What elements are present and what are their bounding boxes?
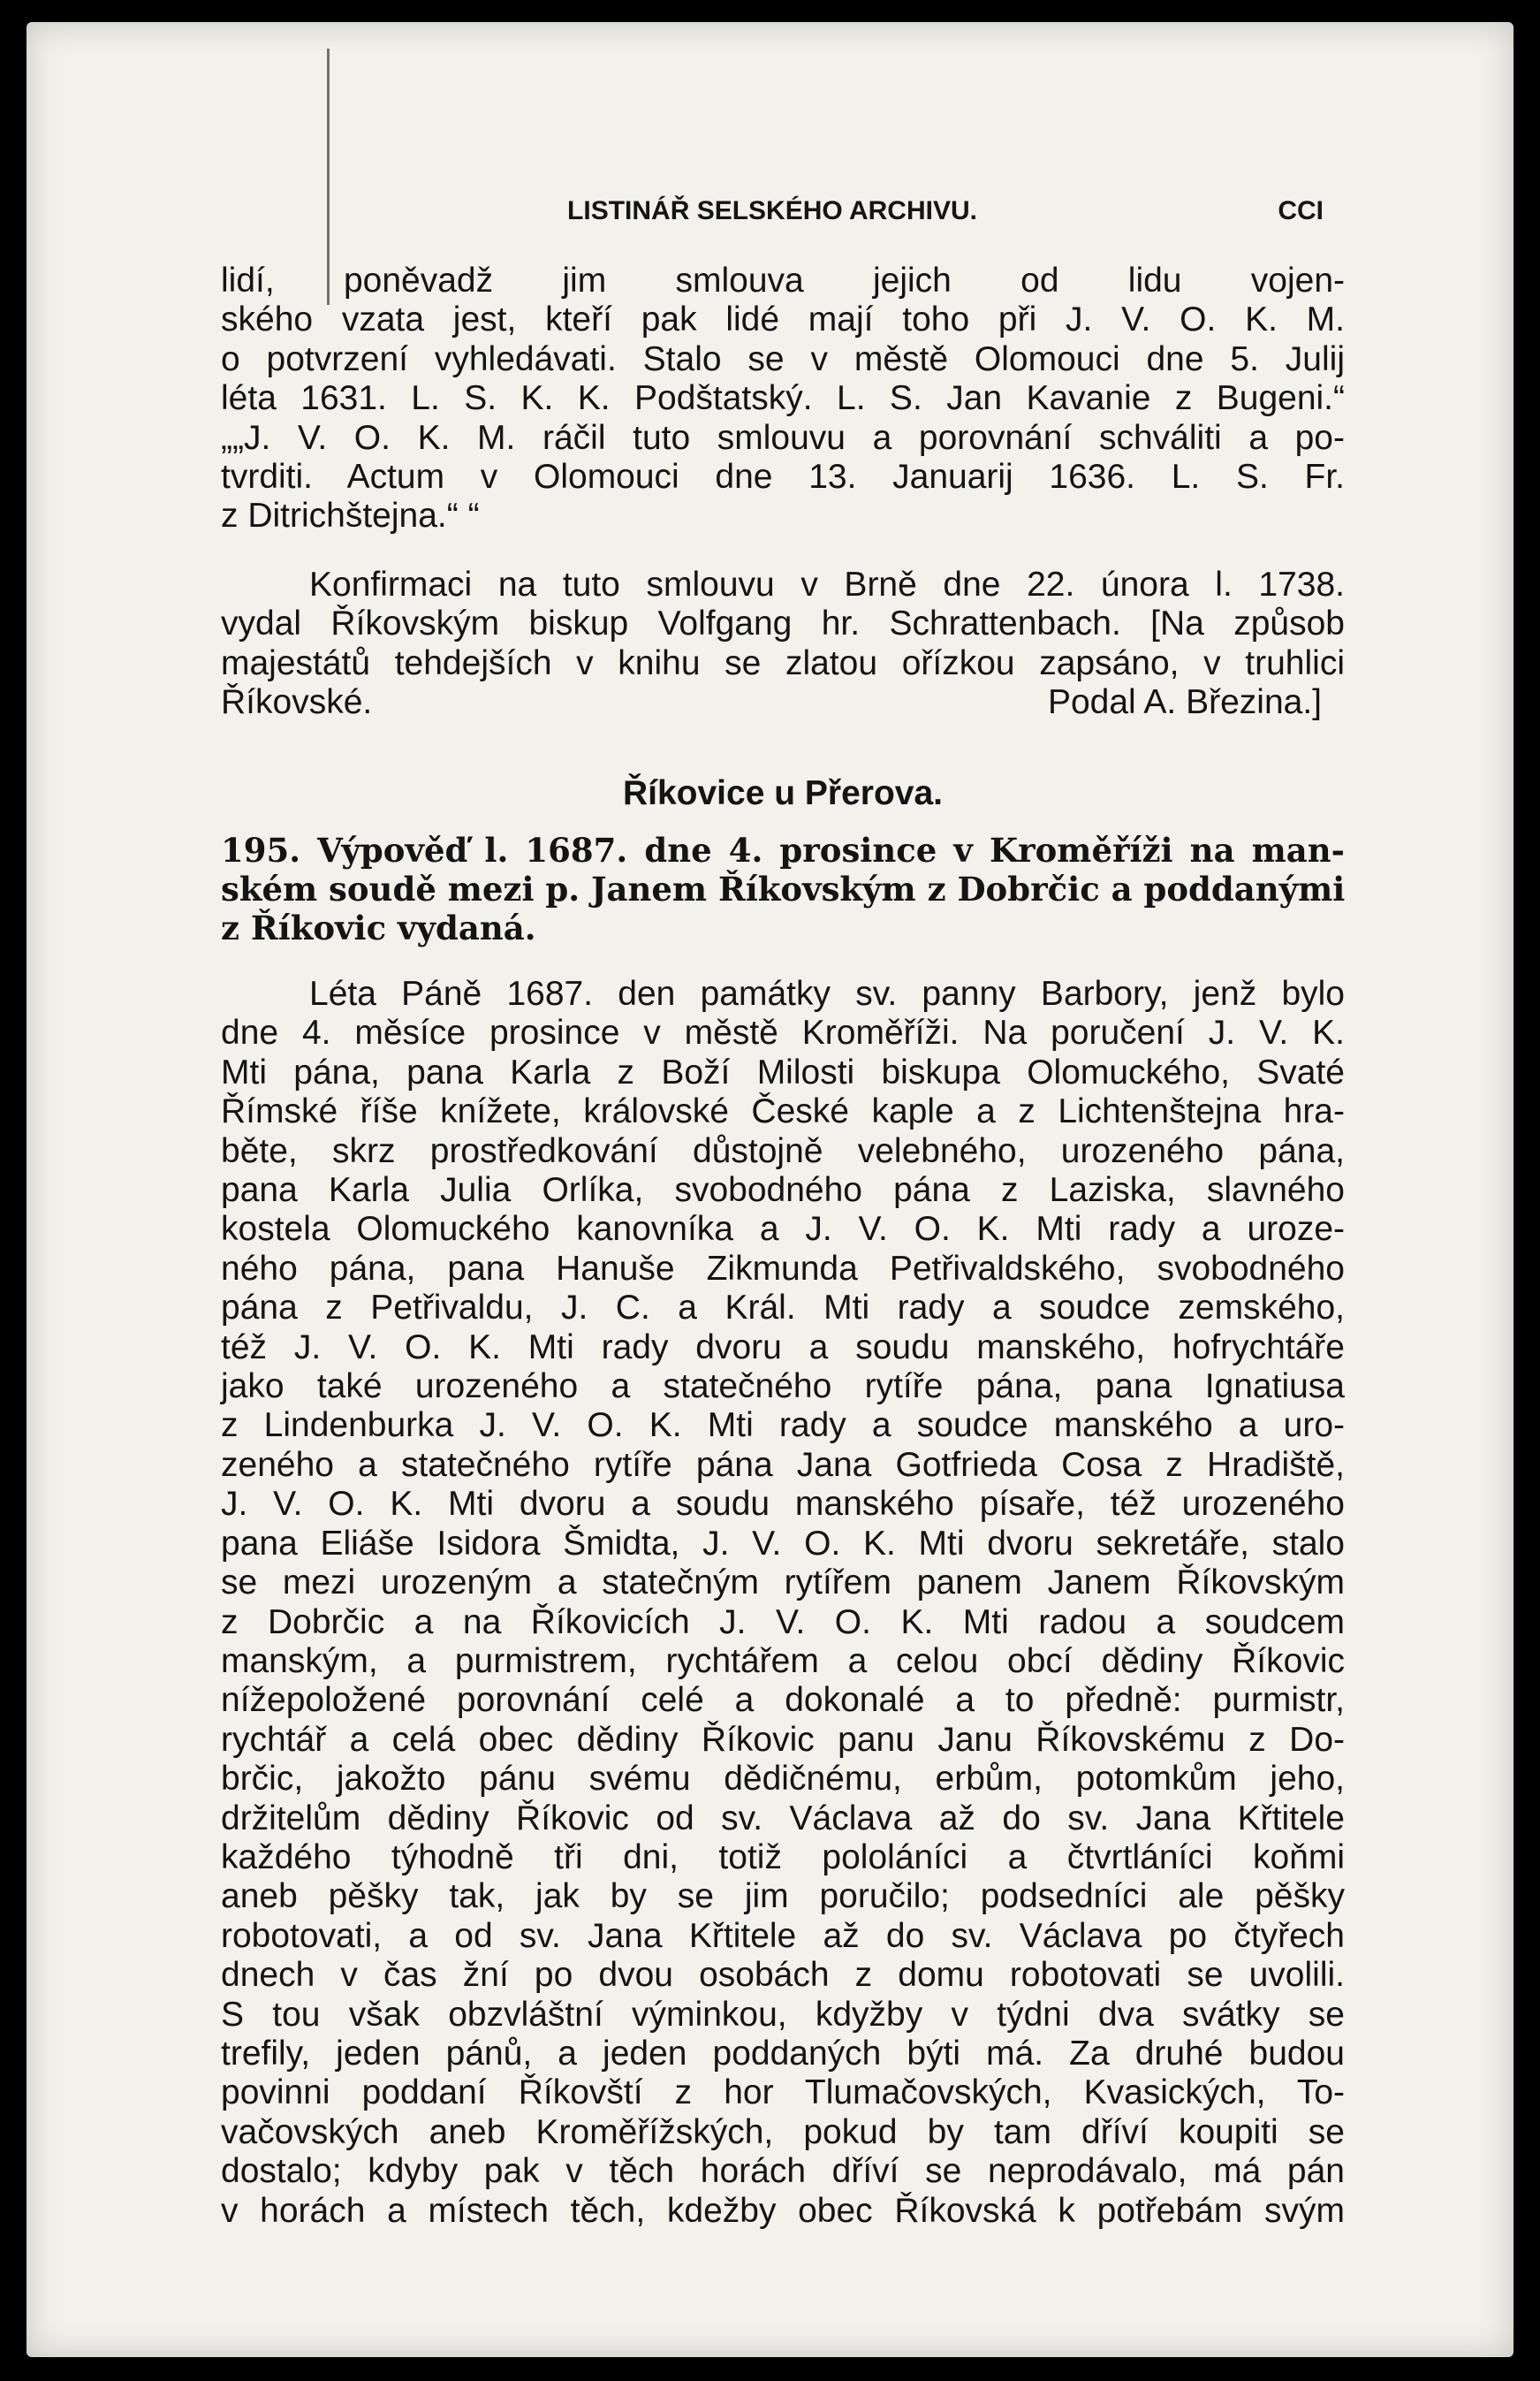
text-line: pána z Petřivaldu, J. C. a Král. Mti rady a soudce zemského, — [221, 1289, 1345, 1327]
title-line: ském soudě mezi p. Janem Říkovským z Dobrčic a poddanými — [221, 870, 1346, 909]
text-line: z Dobrčic a na Říkovicích J. V. O. K. Mti radou a soudcem — [221, 1602, 1345, 1641]
text-line: z Lindenburka J. V. O. K. Mti rady a soudce manského a uro- — [221, 1406, 1345, 1445]
text-line: Římské říše knížete, královské České kaple a z Lichtenštejna hra- — [221, 1092, 1345, 1131]
text-line: v horách a místech těch, kdežby obec Říkovská k potřebám svým — [221, 2191, 1345, 2230]
text-line: Konfirmaci na tuto smlouvu v Brně dne 22. února l. 1738. — [309, 566, 1345, 604]
text-line: dne 4. měsíce prosince v městě Kroměříži. Na poručení J. V. K. — [221, 1014, 1345, 1053]
text-line: lidí, poněvadž jim smlouva jejich od lidu vojen- — [221, 262, 1345, 300]
text-line: léta 1631. L. S. K. K. Podštatský. L. S. Jan Kavanie z Bugeni.“ — [221, 379, 1345, 418]
document-title — [221, 831, 1345, 947]
text-line: dnech v čas žní po dvou osobách z domu robotovati se uvolili. — [221, 1956, 1345, 1995]
text-line: se mezi urozeným a statečným rytířem panem Janem Říkovským — [221, 1563, 1345, 1602]
title-line: z Říkovic vydaná. — [221, 909, 536, 947]
text-fragment: Říkovské. — [221, 683, 373, 722]
text-line: aneb pěšky tak, jak by se jim poručilo; podsedníci ale pěšky — [221, 1877, 1345, 1916]
text-line: S tou však obzvláštní výminkou, kdyžby v týdni dva svátky se — [221, 1995, 1345, 2034]
document-body — [221, 975, 1345, 2231]
text-line: Léta Páně 1687. den památky sv. panny Barbory, jenž bylo — [309, 975, 1345, 1013]
text-line: z Ditrichštejna.“ “ — [221, 497, 480, 536]
text-line: J. V. O. K. Mti dvoru a soudu manského písaře, též urozeného — [221, 1485, 1345, 1524]
running-title: LISTINÁŘ SELSKÉHO ARCHIVU. — [567, 196, 977, 225]
page-number: CCI — [1278, 196, 1324, 225]
text-line: držitelům dědiny Říkovic od sv. Václava až do sv. Jana Křtitele — [221, 1799, 1345, 1837]
text-line: též J. V. O. K. Mti rady dvoru a soudu manského, hofrychtáře — [221, 1327, 1345, 1366]
text-line: běte, skrz prostředkování důstojně velebného, urozeného pána, — [221, 1131, 1345, 1170]
section-heading: Říkovice u Přerova. — [622, 774, 943, 812]
text-line: „„J. V. O. K. M. ráčil tuto smlouvu a porovnání schváliti a po- — [221, 418, 1345, 457]
text-line: brčic, jakožto pánu svému dědičnému, erbům, potomkům jeho, — [221, 1760, 1345, 1799]
text-line: jako také urozeného a statečného rytíře pána, pana Ignatiusa — [221, 1367, 1345, 1406]
text-line: ského vzata jest, kteří pak lidé mají toho při J. V. O. K. M. — [221, 300, 1345, 339]
text-line: pana Karla Julia Orlíka, svobodného pána z Laziska, slavného — [221, 1171, 1345, 1210]
text-line: každého týhodně tři dni, totiž pololáníci a čtvrtláníci koňmi — [221, 1837, 1345, 1876]
text-line: pana Eliáše Isidora Šmidta, J. V. O. K. Mti dvoru sekretáře, stalo — [221, 1524, 1345, 1563]
text-line: o potvrzení vyhledávati. Stalo se v městě Olomouci dne 5. Julij — [221, 339, 1345, 378]
paragraph-continuation — [221, 262, 1345, 536]
title-line: 195. Výpověď l. 1687. dne 4. prosince v Kroměříži na man- — [221, 831, 1345, 870]
paragraph-confirmation — [221, 566, 1345, 723]
text-line: zeného a statečného rytíře pána Jana Gotfrieda Cosa z Hradiště, — [221, 1445, 1345, 1484]
text-line: tvrditi. Actum v Olomouci dne 13. Januarij 1636. L. S. Fr. — [221, 458, 1345, 497]
text-line: robotovati, a od sv. Jana Křtitele až do sv. Václava po čtyřech — [221, 1916, 1345, 1955]
text-line: ného pána, pana Hanuše Zikmunda Petřivaldského, svobodného — [221, 1249, 1345, 1288]
text-line: povinni poddaní Říkovští z hor Tlumačovských, Kvasických, To- — [221, 2073, 1345, 2112]
text-line: majestátů tehdejších v knihu se zlatou ořízkou zapsáno, v truhlici — [221, 643, 1345, 682]
signature: Podal A. Březina.] — [1047, 683, 1322, 722]
text-line: vydal Říkovským biskup Volfgang hr. Schrattenbach. [Na způsob — [221, 605, 1345, 643]
text-line: Mti pána, pana Karla z Boží Milosti biskupa Olomuckého, Svaté — [221, 1053, 1345, 1092]
text-line: manským, a purmistrem, rychtářem a celou obcí dědiny Říkovic — [221, 1641, 1345, 1680]
text-line: kostela Olomuckého kanovníka a J. V. O. K. Mti rady a uroze- — [221, 1210, 1345, 1249]
text-line — [221, 683, 1345, 722]
text-line: nížepoložené porovnání celé a dokonalé a to předně: purmistr, — [221, 1681, 1345, 1720]
text-line: trefily, jeden pánů, a jeden poddaných býti má. Za druhé budou — [221, 2034, 1345, 2073]
text-line: vačovských aneb Kroměřížských, pokud by tam dříví koupiti se — [221, 2112, 1345, 2151]
text-line: dostalo; kdyby pak v těch horách dříví se neprodávalo, má pán — [221, 2152, 1345, 2191]
text-line: rychtář a celá obec dědiny Říkovic panu Janu Říkovskému z Do- — [221, 1720, 1345, 1759]
